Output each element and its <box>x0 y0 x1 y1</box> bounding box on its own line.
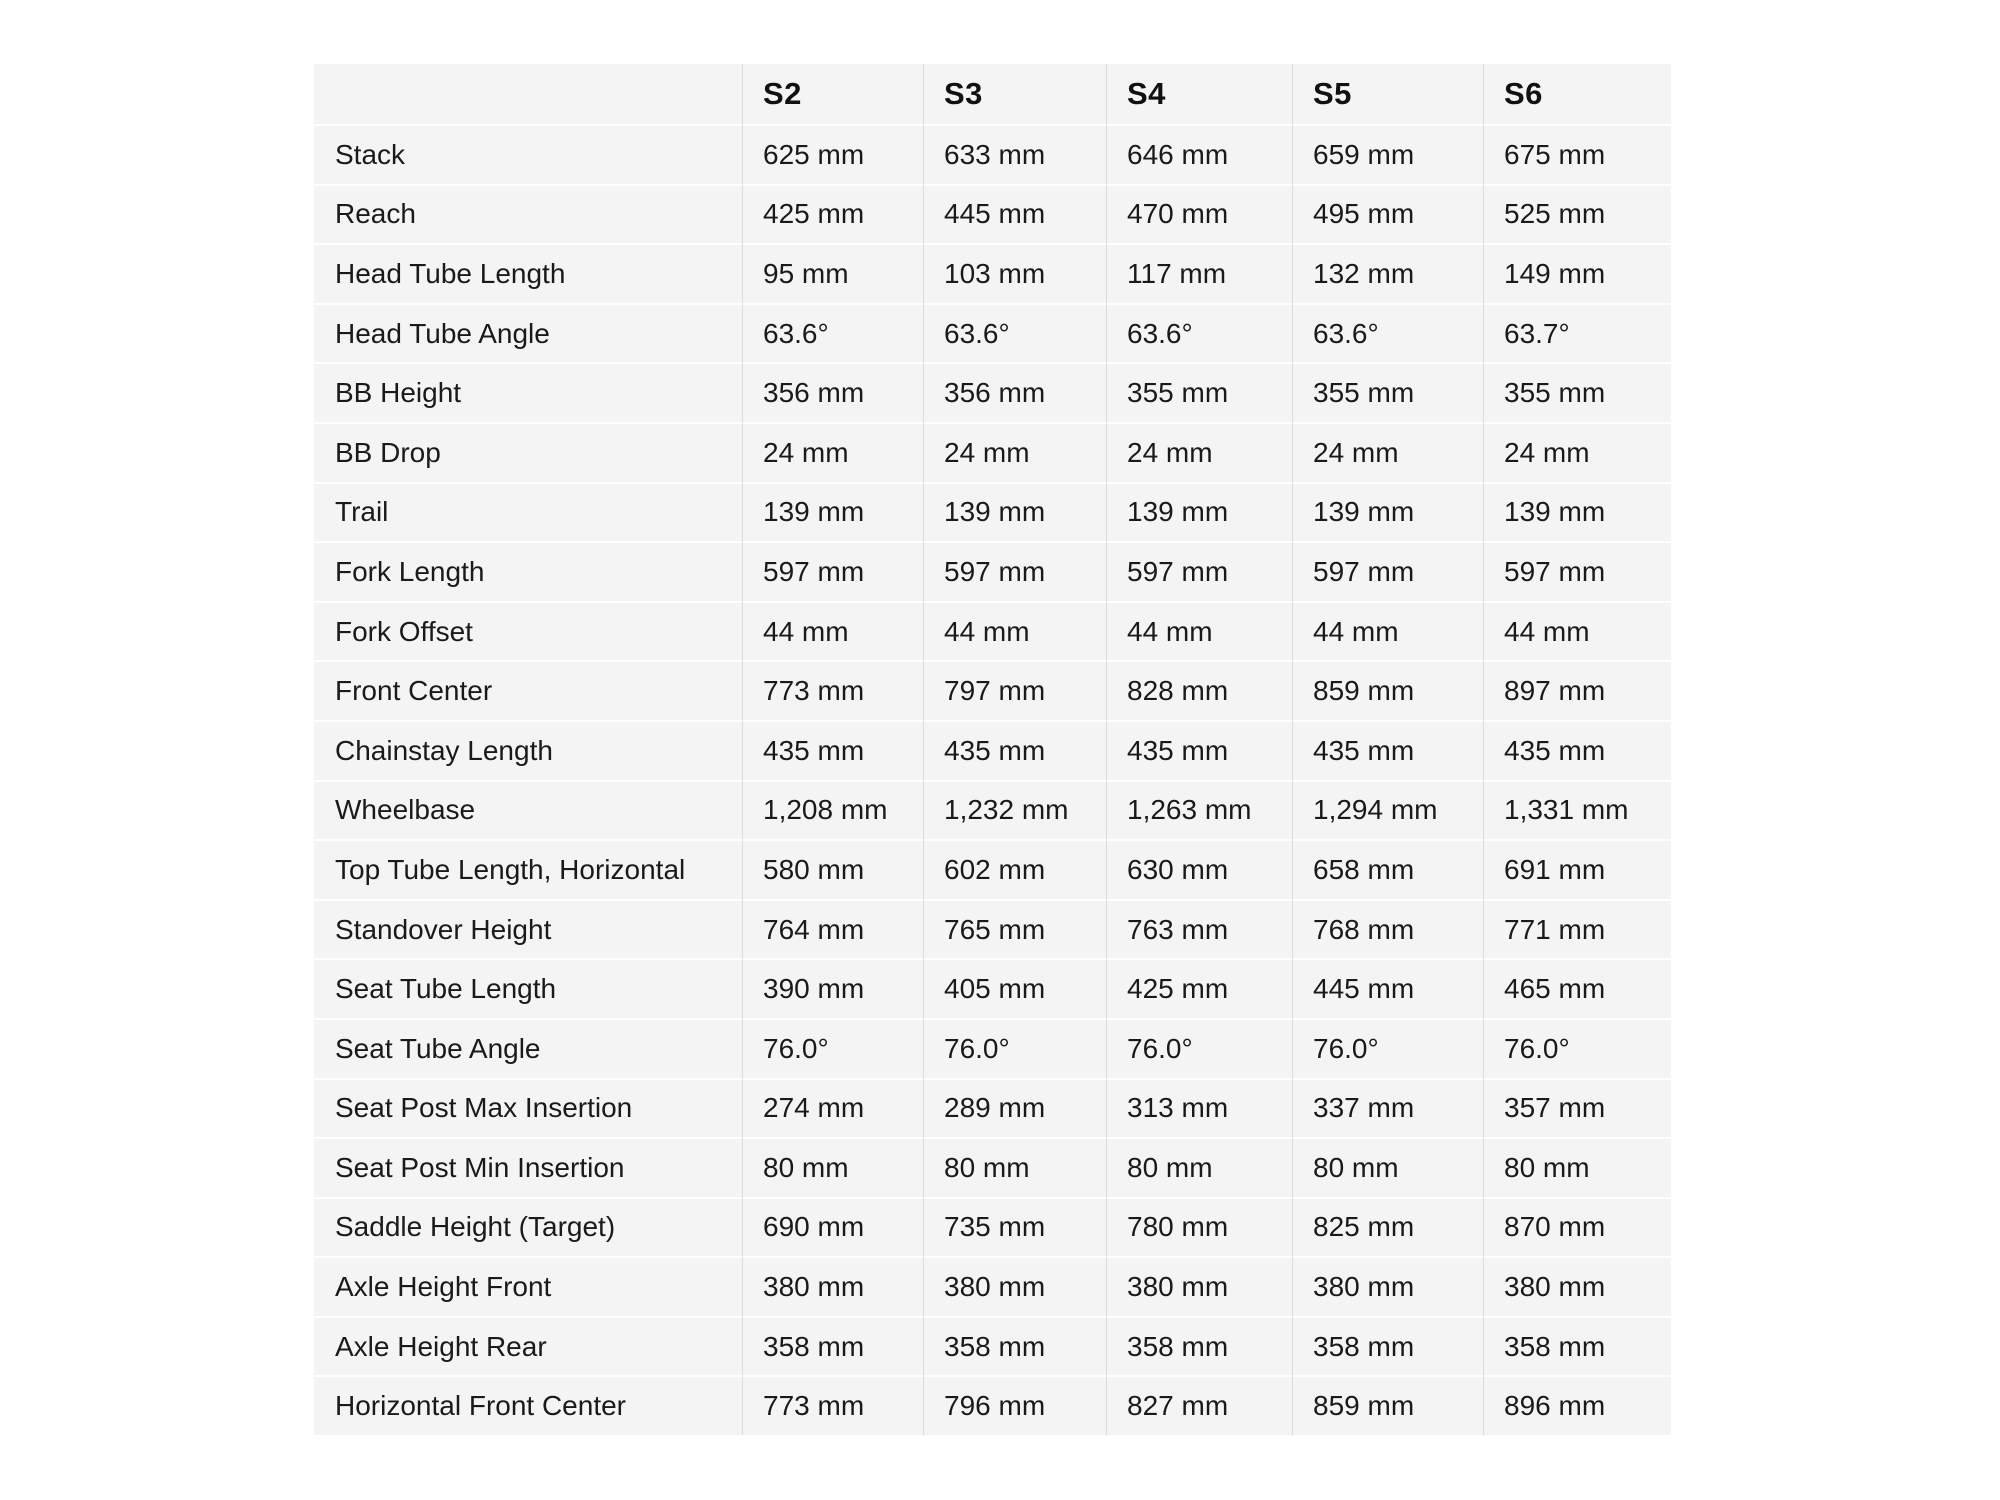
value-cell: 139 mm <box>1483 482 1671 542</box>
value-cell: 24 mm <box>742 422 923 482</box>
table-row <box>314 720 1671 780</box>
table-row <box>314 303 1671 363</box>
value-cell: 445 mm <box>1292 958 1483 1018</box>
table-row <box>314 958 1671 1018</box>
table-row <box>314 243 1671 303</box>
column-divider <box>742 64 743 1435</box>
value-cell: 337 mm <box>1292 1078 1483 1138</box>
value-cell: 80 mm <box>742 1137 923 1197</box>
value-cell: 658 mm <box>1292 839 1483 899</box>
table-row <box>314 601 1671 661</box>
value-cell: 825 mm <box>1292 1197 1483 1257</box>
geometry-table-body <box>314 124 1671 1435</box>
value-cell: 525 mm <box>1483 184 1671 244</box>
value-cell: 597 mm <box>1483 541 1671 601</box>
column-divider <box>923 64 924 1435</box>
value-cell: 780 mm <box>1106 1197 1292 1257</box>
value-cell: 425 mm <box>742 184 923 244</box>
value-cell: 380 mm <box>923 1256 1106 1316</box>
row-label: Top Tube Length, Horizontal <box>314 839 742 899</box>
row-label: Axle Height Rear <box>314 1316 742 1376</box>
value-cell: 1,232 mm <box>923 780 1106 840</box>
value-cell: 80 mm <box>1292 1137 1483 1197</box>
value-cell: 44 mm <box>1483 601 1671 661</box>
value-cell: 1,294 mm <box>1292 780 1483 840</box>
table-row <box>314 1018 1671 1078</box>
column-divider <box>1106 64 1107 1435</box>
value-cell: 356 mm <box>742 362 923 422</box>
table-row <box>314 780 1671 840</box>
row-label: Wheelbase <box>314 780 742 840</box>
value-cell: 597 mm <box>923 541 1106 601</box>
value-cell: 380 mm <box>1483 1256 1671 1316</box>
value-cell: 796 mm <box>923 1375 1106 1435</box>
value-cell: 44 mm <box>1106 601 1292 661</box>
geometry-table-container <box>314 64 1671 1435</box>
table-row <box>314 482 1671 542</box>
corner-header-cell <box>314 64 742 124</box>
value-cell: 80 mm <box>1483 1137 1671 1197</box>
value-cell: 139 mm <box>923 482 1106 542</box>
value-cell: 24 mm <box>1483 422 1671 482</box>
table-row <box>314 1316 1671 1376</box>
value-cell: 76.0° <box>742 1018 923 1078</box>
table-row <box>314 660 1671 720</box>
value-cell: 495 mm <box>1292 184 1483 244</box>
value-cell: 625 mm <box>742 124 923 184</box>
value-cell: 773 mm <box>742 660 923 720</box>
value-cell: 859 mm <box>1292 660 1483 720</box>
table-row <box>314 839 1671 899</box>
value-cell: 355 mm <box>1483 362 1671 422</box>
row-label: Horizontal Front Center <box>314 1375 742 1435</box>
value-cell: 765 mm <box>923 899 1106 959</box>
row-label: Trail <box>314 482 742 542</box>
value-cell: 435 mm <box>742 720 923 780</box>
row-label: BB Height <box>314 362 742 422</box>
value-cell: 117 mm <box>1106 243 1292 303</box>
row-label: Fork Length <box>314 541 742 601</box>
value-cell: 358 mm <box>923 1316 1106 1376</box>
value-cell: 768 mm <box>1292 899 1483 959</box>
table-header <box>314 64 1671 124</box>
value-cell: 870 mm <box>1483 1197 1671 1257</box>
column-header-s5: S5 <box>1292 64 1483 124</box>
value-cell: 358 mm <box>742 1316 923 1376</box>
value-cell: 63.6° <box>1292 303 1483 363</box>
row-label: Seat Tube Angle <box>314 1018 742 1078</box>
column-header-s2: S2 <box>742 64 923 124</box>
row-label: Stack <box>314 124 742 184</box>
column-header-s6: S6 <box>1483 64 1671 124</box>
value-cell: 897 mm <box>1483 660 1671 720</box>
table-row <box>314 1375 1671 1435</box>
value-cell: 1,331 mm <box>1483 780 1671 840</box>
value-cell: 44 mm <box>1292 601 1483 661</box>
row-label: Front Center <box>314 660 742 720</box>
row-label: Head Tube Angle <box>314 303 742 363</box>
row-label: Standover Height <box>314 899 742 959</box>
table-row <box>314 1078 1671 1138</box>
value-cell: 44 mm <box>742 601 923 661</box>
geometry-table <box>314 64 1671 1435</box>
value-cell: 76.0° <box>1483 1018 1671 1078</box>
row-label: BB Drop <box>314 422 742 482</box>
value-cell: 425 mm <box>1106 958 1292 1018</box>
value-cell: 76.0° <box>1292 1018 1483 1078</box>
value-cell: 771 mm <box>1483 899 1671 959</box>
row-label: Fork Offset <box>314 601 742 661</box>
value-cell: 24 mm <box>923 422 1106 482</box>
value-cell: 646 mm <box>1106 124 1292 184</box>
value-cell: 63.7° <box>1483 303 1671 363</box>
value-cell: 828 mm <box>1106 660 1292 720</box>
value-cell: 80 mm <box>1106 1137 1292 1197</box>
value-cell: 630 mm <box>1106 839 1292 899</box>
value-cell: 896 mm <box>1483 1375 1671 1435</box>
value-cell: 797 mm <box>923 660 1106 720</box>
value-cell: 1,208 mm <box>742 780 923 840</box>
value-cell: 633 mm <box>923 124 1106 184</box>
row-label: Seat Post Min Insertion <box>314 1137 742 1197</box>
value-cell: 313 mm <box>1106 1078 1292 1138</box>
value-cell: 95 mm <box>742 243 923 303</box>
value-cell: 1,263 mm <box>1106 780 1292 840</box>
row-label: Seat Post Max Insertion <box>314 1078 742 1138</box>
table-row <box>314 899 1671 959</box>
column-divider <box>1292 64 1293 1435</box>
value-cell: 63.6° <box>923 303 1106 363</box>
table-row <box>314 1256 1671 1316</box>
table-row <box>314 1137 1671 1197</box>
value-cell: 602 mm <box>923 839 1106 899</box>
value-cell: 380 mm <box>1106 1256 1292 1316</box>
value-cell: 405 mm <box>923 958 1106 1018</box>
column-header-s3: S3 <box>923 64 1106 124</box>
table-row <box>314 362 1671 422</box>
table-row <box>314 184 1671 244</box>
header-row <box>314 64 1671 124</box>
value-cell: 380 mm <box>742 1256 923 1316</box>
value-cell: 597 mm <box>742 541 923 601</box>
value-cell: 764 mm <box>742 899 923 959</box>
column-divider <box>1483 64 1484 1435</box>
value-cell: 435 mm <box>1483 720 1671 780</box>
value-cell: 390 mm <box>742 958 923 1018</box>
value-cell: 690 mm <box>742 1197 923 1257</box>
value-cell: 289 mm <box>923 1078 1106 1138</box>
value-cell: 274 mm <box>742 1078 923 1138</box>
value-cell: 445 mm <box>923 184 1106 244</box>
value-cell: 358 mm <box>1106 1316 1292 1376</box>
value-cell: 63.6° <box>742 303 923 363</box>
value-cell: 139 mm <box>1292 482 1483 542</box>
row-label: Chainstay Length <box>314 720 742 780</box>
value-cell: 597 mm <box>1106 541 1292 601</box>
value-cell: 149 mm <box>1483 243 1671 303</box>
value-cell: 103 mm <box>923 243 1106 303</box>
value-cell: 76.0° <box>923 1018 1106 1078</box>
value-cell: 63.6° <box>1106 303 1292 363</box>
value-cell: 80 mm <box>923 1137 1106 1197</box>
value-cell: 465 mm <box>1483 958 1671 1018</box>
column-header-s4: S4 <box>1106 64 1292 124</box>
value-cell: 76.0° <box>1106 1018 1292 1078</box>
value-cell: 435 mm <box>1106 720 1292 780</box>
table-row <box>314 1197 1671 1257</box>
table-row <box>314 422 1671 482</box>
value-cell: 691 mm <box>1483 839 1671 899</box>
table-row <box>314 124 1671 184</box>
value-cell: 773 mm <box>742 1375 923 1435</box>
row-label: Head Tube Length <box>314 243 742 303</box>
value-cell: 24 mm <box>1292 422 1483 482</box>
value-cell: 24 mm <box>1106 422 1292 482</box>
value-cell: 132 mm <box>1292 243 1483 303</box>
value-cell: 859 mm <box>1292 1375 1483 1435</box>
value-cell: 470 mm <box>1106 184 1292 244</box>
value-cell: 435 mm <box>1292 720 1483 780</box>
value-cell: 357 mm <box>1483 1078 1671 1138</box>
value-cell: 597 mm <box>1292 541 1483 601</box>
value-cell: 659 mm <box>1292 124 1483 184</box>
row-label: Saddle Height (Target) <box>314 1197 742 1257</box>
row-label: Axle Height Front <box>314 1256 742 1316</box>
row-label: Reach <box>314 184 742 244</box>
value-cell: 580 mm <box>742 839 923 899</box>
value-cell: 356 mm <box>923 362 1106 422</box>
value-cell: 139 mm <box>1106 482 1292 542</box>
value-cell: 358 mm <box>1483 1316 1671 1376</box>
value-cell: 675 mm <box>1483 124 1671 184</box>
value-cell: 735 mm <box>923 1197 1106 1257</box>
value-cell: 358 mm <box>1292 1316 1483 1376</box>
value-cell: 355 mm <box>1106 362 1292 422</box>
value-cell: 44 mm <box>923 601 1106 661</box>
table-row <box>314 541 1671 601</box>
value-cell: 139 mm <box>742 482 923 542</box>
value-cell: 435 mm <box>923 720 1106 780</box>
row-label: Seat Tube Length <box>314 958 742 1018</box>
value-cell: 763 mm <box>1106 899 1292 959</box>
value-cell: 355 mm <box>1292 362 1483 422</box>
value-cell: 380 mm <box>1292 1256 1483 1316</box>
value-cell: 827 mm <box>1106 1375 1292 1435</box>
